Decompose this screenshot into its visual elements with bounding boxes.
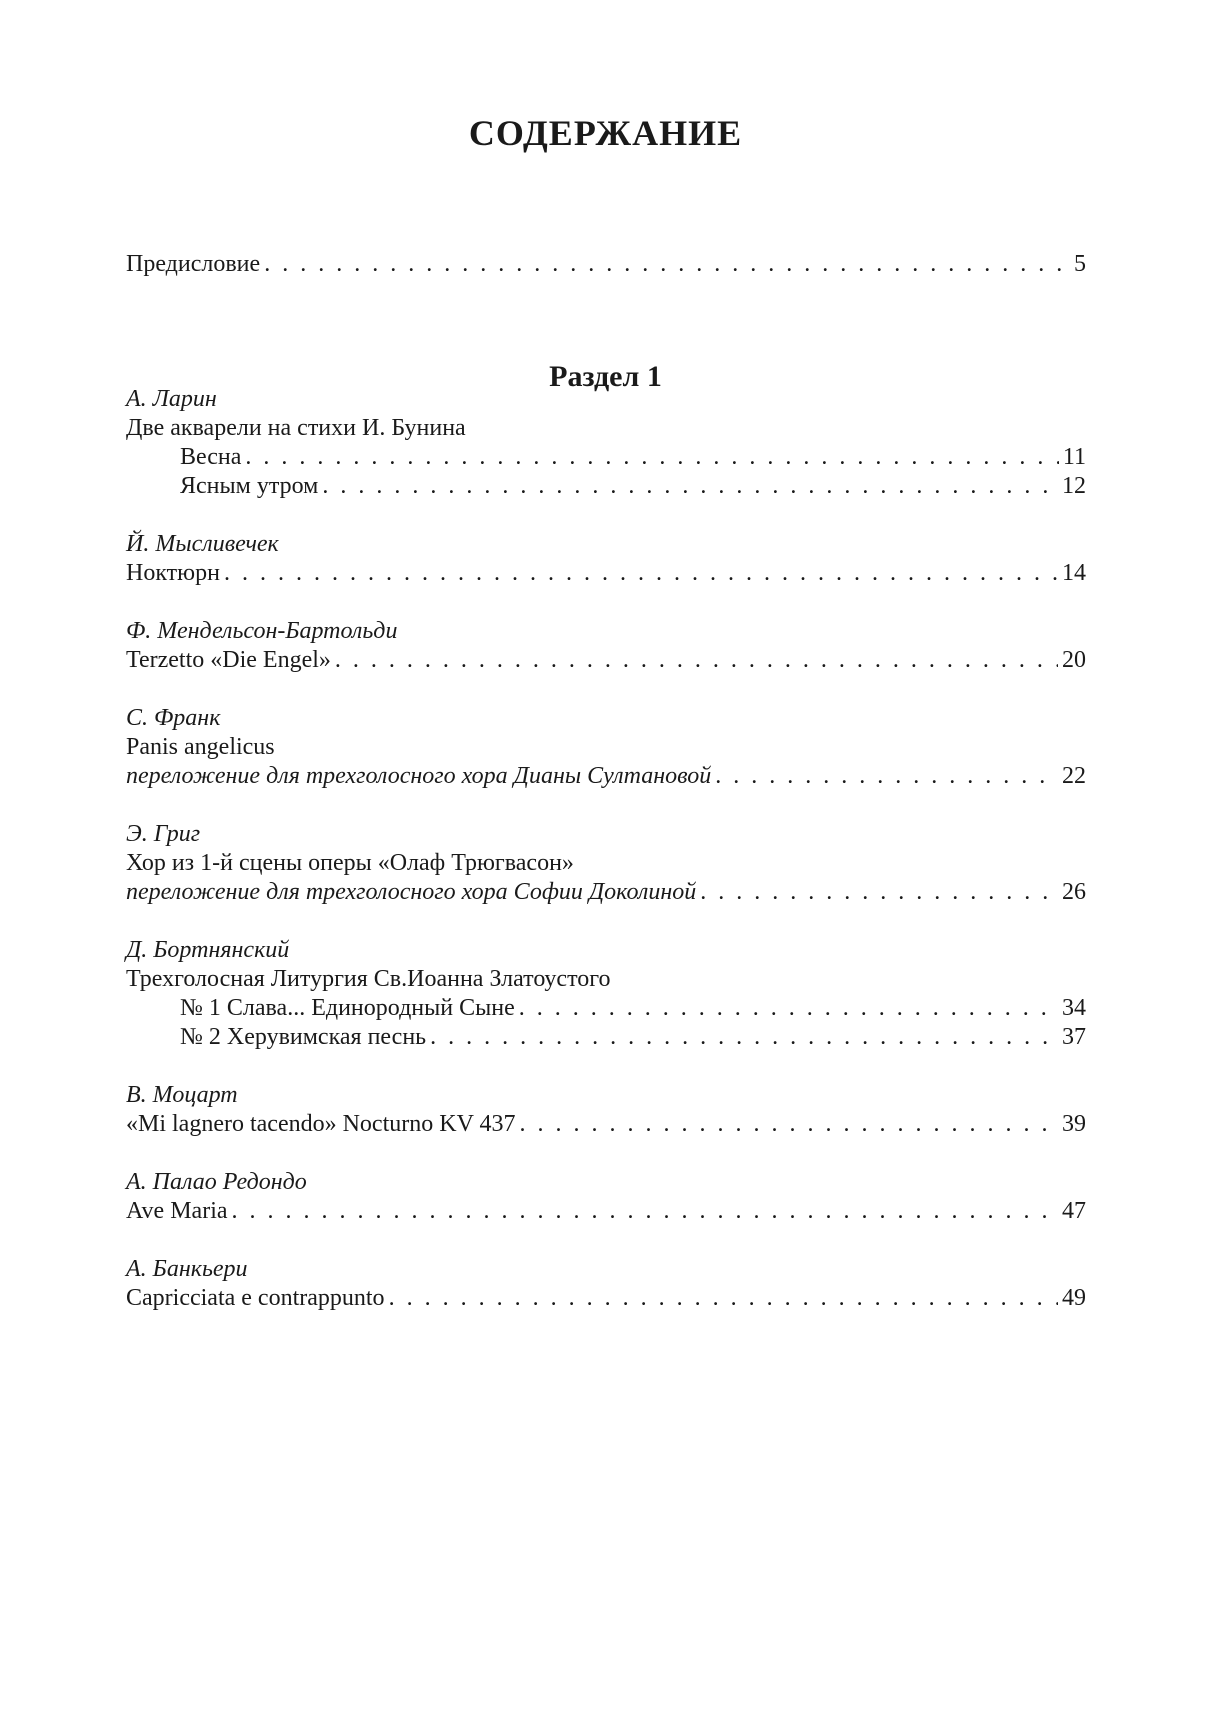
toc-label: № 1 Слава... Единородный Сыне	[180, 995, 515, 1021]
toc-entry	[126, 1255, 1086, 1313]
leader-dots	[715, 762, 1058, 791]
toc-line[interactable]	[126, 646, 1086, 675]
leader-dots	[245, 443, 1058, 472]
toc-entry	[126, 820, 1086, 907]
toc-line[interactable]	[126, 1023, 1086, 1052]
toc-line[interactable]	[126, 1284, 1086, 1313]
preface-block	[126, 250, 1086, 279]
toc-line[interactable]	[126, 472, 1086, 501]
composer-name: С. Франк	[126, 705, 221, 731]
toc-line[interactable]	[126, 994, 1086, 1023]
toc-entry	[126, 704, 1086, 791]
toc-label: Предисловие	[126, 251, 261, 277]
leader-dots	[700, 878, 1058, 907]
toc-label: «Mi lagnero tacendo» Nocturno KV 437	[126, 1111, 516, 1137]
toc-entry	[126, 617, 1086, 675]
toc-label: Ноктюрн	[126, 560, 220, 586]
composer-name: Ф. Мендельсон-Бартольди	[126, 618, 398, 644]
toc-line[interactable]	[126, 878, 1086, 907]
composer-name: А. Ларин	[126, 386, 217, 412]
toc-page-number: 14	[1062, 560, 1086, 586]
toc-entry	[126, 530, 1086, 588]
composer-name: Й. Мысливечек	[126, 531, 279, 557]
toc-page-number: 20	[1062, 647, 1086, 673]
leader-dots	[519, 994, 1058, 1023]
toc-line[interactable]	[126, 1110, 1086, 1139]
leader-dots	[335, 646, 1058, 675]
leader-dots	[519, 1110, 1058, 1139]
work-title: Хор из 1-й сцены оперы «Олаф Трюгвасон»	[126, 850, 574, 876]
leader-dots	[389, 1284, 1058, 1313]
leader-dots	[430, 1023, 1058, 1052]
leader-dots	[264, 250, 1070, 279]
toc-page-number: 26	[1062, 879, 1086, 905]
toc-label: переложение для трехголосного хора Софии Доколиной	[126, 879, 697, 905]
toc-page-number: 34	[1062, 995, 1086, 1021]
toc-label: Ave Maria	[126, 1198, 228, 1224]
leader-dots	[232, 1197, 1058, 1226]
toc-page-number: 37	[1062, 1024, 1086, 1050]
work-title: Panis angelicus	[126, 734, 275, 760]
toc-entry	[126, 385, 1086, 501]
toc-label: № 2 Херувимская песнь	[180, 1024, 427, 1050]
toc-page-number: 47	[1062, 1198, 1086, 1224]
leader-dots	[224, 559, 1058, 588]
toc-label: переложение для трехголосного хора Дианы Султановой	[126, 763, 712, 789]
toc-line[interactable]	[126, 1197, 1086, 1226]
toc-line[interactable]	[126, 443, 1086, 472]
leader-dots	[322, 472, 1058, 501]
composer-name: Э. Григ	[126, 821, 201, 847]
section-title: Раздел 1	[549, 360, 662, 393]
toc-page-number: 49	[1062, 1285, 1086, 1311]
toc-line-preface[interactable]	[126, 250, 1086, 279]
toc-page-number: 39	[1062, 1111, 1086, 1137]
toc-list	[126, 385, 1086, 1342]
toc-label: Ясным утром	[180, 473, 319, 499]
toc-label: Весна	[180, 444, 242, 470]
composer-name: А. Палао Редондо	[126, 1169, 307, 1195]
composer-name: А. Банкьери	[126, 1256, 248, 1282]
toc-entry	[126, 936, 1086, 1052]
toc-line[interactable]	[126, 762, 1086, 791]
work-title: Две акварели на стихи И. Бунина	[126, 415, 466, 441]
toc-label: Capricciata e contrappunto	[126, 1285, 385, 1311]
work-title: Трехголосная Литургия Св.Иоанна Златоустого	[126, 966, 611, 992]
page-title: СОДЕРЖАНИЕ	[468, 113, 743, 153]
composer-name: Д. Бортнянский	[126, 937, 290, 963]
toc-page-number: 12	[1062, 473, 1086, 499]
toc-page-number: 22	[1062, 763, 1086, 789]
toc-line[interactable]	[126, 559, 1086, 588]
toc-label: Terzetto «Die Engel»	[126, 647, 331, 673]
toc-entry	[126, 1081, 1086, 1139]
toc-entry	[126, 1168, 1086, 1226]
toc-page-number: 5	[1074, 251, 1086, 277]
toc-page-number: 11	[1062, 444, 1086, 470]
composer-name: В. Моцарт	[126, 1082, 238, 1108]
